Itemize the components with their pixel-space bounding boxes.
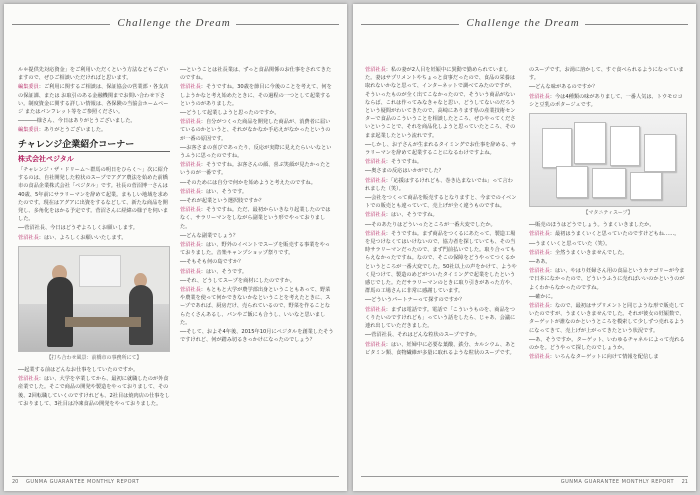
interview-paragraph: 菅沼社長：はい、野外のイベントでスープを販売する事業をやっておりました。音楽キャンプショップ祭りです。: [180, 242, 330, 257]
interview-paragraph: [18, 366, 170, 374]
paragraph-text: 「応援はするけれども、巻き込まないでね」って言われました（笑）。: [365, 177, 513, 192]
header-rule: [12, 24, 110, 25]
paragraph-text: はい、そうです。: [205, 188, 248, 195]
paragraph-text: そうですね。まず商品をつくるにあたって、製造工場を見つけなくてはいけないので、協力者を探していても、その当時サラリーマンだったので、まず門前払いでした。取り合ってもらえなかったですね。なので、そこの保障をどうやってつくるかというところが一番大変でした。50社以上の声をかけて、ようやく見つけて、製造のめどがついたタイミングで起業をしたという感じでした。ただサラリーマンのときに取り引きがあった方や、群馬の工場さんに非常に感謝しています。: [365, 230, 517, 295]
speaker-label: 菅沼社長: [529, 249, 550, 256]
speaker-label: 菅沼社長: [180, 207, 201, 214]
paragraph-text: ──そもそも何の島ですか？: [180, 259, 244, 266]
interview-paragraph: 菅沼社長：そうですね。まず商品をつくるにあたって、製造工場を見つけなくてはいけないので、協力者を探していても、その当時サラリーマンだったので、まず門前払いでした。取り合ってもらえなかったですね。なので、そこの保障をどうやってつくるかというところが一番大変でした。50社以上の声をかけて、ようやく見つけて、製造のめどがついたタイミングで起業をしたという感じでした。ただサラリーマンのときに取り引きがあった方や、群馬の工場さんに非常に感謝しています。: [365, 230, 517, 295]
paragraph-text: ──奥さまの反応はいかがでした？: [365, 168, 444, 175]
paragraph-text: そうですね。: [390, 159, 423, 166]
interview-paragraph: [180, 258, 335, 266]
paragraph-text: ──販売のほうはどうでしょう。うまくいきましたか。: [529, 222, 655, 229]
page-footer: [353, 476, 696, 486]
speaker-label: 菅沼社長: [180, 188, 201, 195]
section-title: チャレンジ企業紹介コーナー: [18, 141, 170, 152]
paragraph-text: はい、そうです。: [205, 268, 248, 275]
interview-paragraph: 菅沼社長：はい、よろしくお願いいたします。: [18, 234, 127, 241]
paragraph-text: ──菅沼社長、今日はどうぞよろしくお願いします。: [18, 225, 138, 232]
interview-paragraph: [529, 336, 687, 352]
speaker-label: 菅沼社長: [529, 303, 550, 310]
page-footer: [4, 476, 347, 486]
paragraph-text: ──どんな味があるのですか？: [529, 84, 598, 91]
interview-paragraph: [180, 328, 335, 344]
paragraph-text: ──菅沼社長、それはどんな粒状のスープですか。: [365, 332, 480, 339]
paragraph-text: そうですね。ただ、最初からいきなり起業したのではなく、サラリーマンをしながら副業という形でやっておりました。: [180, 207, 331, 230]
interview-paragraph: 菅沼社長：自分がつくった商品を開発した商品が、消費者に届いているのかというと、それがなかなか手応えがなかったというのが一番の原因です。: [180, 119, 331, 142]
paragraph-text: そうですね。お客さんの顔、喜ぶ笑顔が見たかったというのが一番です。: [180, 162, 331, 177]
paragraph-text: ──ということは社長業は、ずっと食品関係のお仕事をされてきたのですね。: [180, 67, 332, 82]
interview-paragraph: [529, 83, 687, 91]
interview-paragraph: [529, 221, 687, 229]
footer-brand: GUNMA GUARANTEE MONTHLY REPORT: [26, 479, 140, 485]
interview-paragraph: 菅沼社長：全然うまくいきませんでした。: [529, 249, 628, 256]
paragraph-text: ──どういうパートナーって探すのですか？: [365, 297, 465, 304]
interview-paragraph: 菅沼社長：そうですね。: [365, 159, 423, 166]
meeting-photo: [18, 246, 170, 352]
header-title: Challenge the Dream: [466, 17, 580, 29]
paragraph-text: はい、やはり妊婦さん用の食品というカテゴリーが今まで日本になかったので、どういうふうに売ればいいのかというのがよくわからなかったのですね。: [529, 268, 685, 291]
interview-paragraph: 菅沼社長：「応援はするけれども、巻き込まないでね」って言われました（笑）。: [365, 177, 513, 192]
speaker-label: 編集委員: [18, 84, 39, 91]
photo-caption: 【打ち合わせ風景：前橋市の事務所にて】: [46, 354, 142, 361]
paragraph-text: はい、そうですね。: [390, 212, 438, 219]
company-name: 株式会社ペジタル: [18, 154, 74, 163]
interview-paragraph: 菅沼社長：はい、大学を卒業してから、最初に就職したのが外食産業でした。そこで商品の開発や製造をやっておりまして、その後、2回転職していくのですけれども、2社目は焼肉店の仕事をしておりまして、3社目は冷凍食品の開発をやっておりました。: [18, 376, 170, 407]
interview-paragraph: [180, 232, 335, 240]
interview-paragraph: [18, 66, 170, 82]
interview-paragraph: 菅沼社長：まずは電話です。電話で「こういうものを、商品をつくりたいのですけれども」っていう話をしたら、じゃあ、会議に連れ出していただきました。: [365, 306, 516, 330]
paragraph-text: ──しかし、お子さんが生まれるタイミングでお仕事を辞める、サラリーマンを辞めて起業することになるわけですよね。: [365, 141, 517, 157]
paragraph-text: ──会社をつくって商品を販売するとなりますと、今までのイベントでの販売とも違っていて、売上げが全く違うものですね。: [365, 195, 517, 210]
paragraph-text: はい、妊婦中に必要な葉酸、鉄分、カルシウム、あとビタミン類、食物繊維が多量に取れるような粒状のスープです。: [365, 341, 516, 356]
left-page: [4, 4, 347, 491]
interview-paragraph: [365, 141, 517, 157]
interview-paragraph: 菅沼社長：はい、やはり妊婦さん用の食品というカテゴリーが今まで日本になかったので、どういうふうに売ればいいのかというのがよくわからなかったのですね。: [529, 268, 685, 291]
header-rule: [585, 24, 688, 25]
interview-paragraph: 菅沼社長：そうですね。ただ、最初からいきなり起業したのではなく、サラリーマンをしながら副業という形でやっておりました。: [180, 207, 331, 230]
paragraph-text: ──あ、そうですか。ターゲット、いわゆるチャネルによって売れるのかを。どうやって探したのでしょうか。: [529, 336, 685, 352]
speaker-label: 菅沼社長: [18, 234, 39, 241]
interview-paragraph: [365, 221, 517, 229]
right-column-2: [529, 66, 687, 362]
speaker-label: 菅沼社長: [180, 119, 201, 126]
page-number: 20: [12, 479, 19, 485]
speaker-label: 菅沼社長: [180, 84, 201, 91]
paragraph-text: まずは電話です。電話で「こういうものを、商品をつくりたいのですけれども」っていう話をしたら、じゃあ、会議に連れ出していただきました。: [365, 306, 516, 330]
left-column-2: [180, 66, 335, 346]
speaker-label: 編集委員: [18, 127, 39, 134]
header-rule: [236, 24, 339, 25]
paragraph-text: はい、大学を卒業してから、最初に就職したのが外食産業でした。そこで商品の開発や製造をやっておりまして、その後、2回転職していくのですけれども、2社目は焼肉店の仕事をしておりまして、3社目は冷凍食品の開発をやっておりました。: [18, 376, 170, 407]
interview-paragraph: [529, 66, 687, 82]
speaker-label: 菅沼社長: [180, 268, 201, 275]
paragraph-text: ──そして、およそ4年後、2015年10月にペジタルを創業したそうですけれど、何が踏み切るきっかけになったのでしょう？: [180, 329, 334, 344]
photo-caption: 【マタニティスープ】: [583, 210, 633, 217]
interview-paragraph: 菅沼社長：いろんなターゲットに向けて情報を配信しま: [529, 354, 659, 361]
paragraph-text: はい、野外のイベントでスープを販売する事業をやっておりました。音楽キャンプショップ祭りです。: [180, 242, 330, 257]
paragraph-text: ──起業する前はどんなお仕事をしていたのですか。: [18, 367, 139, 374]
paragraph-text: ──どんな副業でしょう？: [180, 232, 239, 239]
speaker-label: 菅沼社長: [529, 268, 550, 275]
interview-paragraph: 菅沼社長：もともと大学が農学部出身ということもあって、野菜や農業を使って何かできないかなということを考えたときに、スープであれば、厨房だけ、売られているので、野菜を作ることならたくさんあるし、パンやご飯にも合うし、いいなと思いました。: [180, 287, 331, 326]
interview-paragraph: 菅沼社長：そうですね。お客さんの顔、喜ぶ笑顔が見たかったというのが一番です。: [180, 162, 331, 177]
page-header: [4, 14, 347, 34]
right-column-1: [365, 66, 517, 358]
paragraph-text: ──それ、どうしてスープを商材にしたのですか。: [180, 277, 295, 284]
speaker-label: 菅沼社長: [365, 177, 386, 184]
speaker-label: 菅沼社長: [180, 162, 201, 169]
paragraph-text: ──お客さまの喜びであったり、反応が実際に見えたらいいなというふうに思ったのですね。: [180, 144, 332, 160]
intro-paragraph: 「チャレンジ・ザ・ドリーム～群馬の明日をひらく～」次に紹介するのは、自社開発した粒状のスープでアグア農法を始めた前橋市の食品企業株式会社「ペジタル」です。社長の菅沼博一さんは40歳、5年前にサラリーマンを辞めて起業。まもしい地域を求めたのです。現在はアグアに出資をするなどして、新たな商品を開発し、多角化をはかる予定です。菅沼さんに経緯の様子を伺いました。: [18, 167, 169, 223]
interview-paragraph: [180, 66, 335, 82]
soup-products-photo: [529, 113, 687, 207]
paragraph-text: ──うまくいくと思っていた（笑）。: [529, 240, 611, 247]
interview-paragraph: [180, 144, 335, 160]
paragraph-text: 私の妻が2人目を妊娠中に異動で勤められていました。妻はサプリメントやちょっと食事だったので、食品の栄養は取れないかなと思って、インターネットで調べてみたのですが、そういったものが全く出てこなかったので、そういう商品がないならば、これは作ってみなきゃなと思い、どうしてないのだろうという疑問がわいてきたので、高崎にあります県の産業技術センターで食品のこういうことを相談したところ、ぜひやってくださいということで、それを商品化しようと思っていたところ、そのまま起業したという流れです。: [365, 67, 516, 139]
paragraph-text: いろんなターゲットに向けて情報を配信しま: [554, 354, 659, 361]
interview-paragraph: 編集委員：ご利用に関するご相談は、保証協会の営業部・各支店の保証課、または お取引のある金融機関までお問い合わせ下さい。制度資金に関する詳しい情報は、各保険の当協会ホームページ またはパンフレット等をご参照ください。: [18, 84, 169, 116]
interview-paragraph: [365, 331, 517, 339]
interview-paragraph: [180, 197, 335, 205]
interview-paragraph: [180, 277, 335, 285]
speaker-label: 菅沼社長: [180, 287, 201, 294]
interview-paragraph: 菅沼社長：そうですね。30歳を節目に今後のことを考えて、何をしようかなと考え始めたときに、その過程の一つとして起業するというのがありました。: [180, 84, 332, 107]
speaker-label: 菅沼社長: [365, 230, 386, 237]
header-rule: [361, 24, 459, 25]
interview-paragraph: 菅沼社長：なので、最初はサプリメントと同じような形で販売していたのですが、うまくいきませんでした。それが彼女の妊娠数で、ターゲットが誰なのかというところを模索して少しずつ売れるようになってきて、売上げが上がってきたという状況です。: [529, 303, 685, 334]
speaker-label: 菅沼社長: [365, 67, 386, 73]
footer-brand: GUNMA GUARANTEE MONTHLY REPORT: [560, 479, 674, 485]
interview-paragraph: [18, 224, 170, 232]
paragraph-text: ル＊提供先対応資金」をご利用いただくという方法などもございますので、ぜひご相談いただければと思います。: [18, 67, 169, 82]
interview-paragraph: 菅沼社長：今は4種類の味がありまして、一番人気は、トウモロコシと豆乳のポタージュです。: [529, 93, 683, 108]
interview-paragraph: 菅沼社長：最初はうまくいくと思っていたのですけどもね……。: [529, 231, 680, 238]
paragraph-text: なので、最初はサプリメントと同じような形で販売していたのですが、うまくいきませんでした。それが彼女の妊娠数で、ターゲットが誰なのかというところを模索して少しずつ売れるようになってきて、売上げが上がってきたという状況です。: [529, 303, 685, 334]
speaker-label: 菅沼社長: [18, 376, 39, 383]
paragraph-text: はい、よろしくお願いいたします。: [43, 234, 127, 241]
page-number: 21: [681, 479, 688, 485]
interview-paragraph: [529, 293, 687, 301]
interview-paragraph: [529, 240, 687, 248]
paragraph-text: ご利用に関するご相談は、保証協会の営業部・各支店の保証課、または お取引のある金融機関までお問い合わせ下さい。制度資金に関する詳しい情報は、各保険の当協会ホームページ またはパンフレット等をご参照ください。: [18, 84, 169, 116]
paragraph-text: のスープです。お湯に溶かして、すぐ食べられるようになっています。: [529, 67, 684, 82]
interview-paragraph: [365, 167, 517, 175]
paragraph-text: 今は4種類の味がありまして、一番人気は、トウモロコシと豆乳のポタージュです。: [529, 93, 683, 108]
interview-paragraph: 菅沼社長：はい、そうです。: [180, 188, 248, 195]
speaker-label: 菅沼社長: [365, 306, 386, 313]
right-page: [353, 4, 696, 491]
speaker-label: 菅沼社長: [365, 159, 386, 166]
interview-paragraph: 菅沼社長：はい、そうですね。: [365, 212, 438, 219]
interview-paragraph: 編集委員：ありがとうございました。: [18, 127, 107, 134]
paragraph-text: ──どうして起業しようと思ったのですか。: [180, 110, 280, 117]
speaker-label: 菅沼社長: [529, 354, 550, 361]
interview-paragraph: [365, 296, 517, 304]
speaker-label: 菅沼社長: [365, 341, 386, 348]
speaker-label: 菅沼社長: [180, 242, 201, 249]
paragraph-text: ──ああ。: [529, 259, 551, 266]
interview-paragraph: 菅沼社長：はい、妊婦中に必要な葉酸、鉄分、カルシウム、あとビタミン類、食物繊維が多量に取れるような粒状のスープです。: [365, 341, 516, 356]
interview-paragraph: [18, 117, 170, 125]
paragraph-text: ──そのあたりはどういったところが一番大変でしたか。: [365, 221, 496, 228]
interview-paragraph: 菅沼社長：私の妻が2人目を妊娠中に異動で勤められていました。妻はサプリメントやちょっと食事だったので、食品の栄養は取れないかなと思って、インターネットで調べてみたのですが、そういったものが全く出てこなかったので、そういう商品がないならば、これは作ってみなきゃなと思い、どうしてないのだろうという疑問がわいてきたので、高崎にあります県の産業技術センターで食品のこういうことを相談したところ、ぜひやってくださいということで、それを商品化しようと思っていたところ、そのまま起業したという流れです。: [365, 67, 516, 139]
page-header: [353, 14, 696, 34]
paragraph-text: そうですね。30歳を節目に今後のことを考えて、何をしようかなと考え始めたときに、その過程の一つとして起業するというのがありました。: [180, 84, 332, 107]
speaker-label: 菅沼社長: [529, 93, 550, 100]
interview-paragraph: 菅沼社長：はい、そうです。: [180, 268, 248, 275]
speaker-label: 菅沼社長: [529, 231, 550, 238]
paragraph-text: 最初はうまくいくと思っていたのですけどもね……。: [554, 231, 680, 238]
interview-paragraph: [180, 109, 335, 117]
interview-paragraph: [180, 179, 335, 187]
paragraph-text: ──確かに。: [529, 293, 556, 300]
interview-paragraph: [529, 258, 687, 266]
paragraph-text: ──それが起業という選択肢ですか？: [180, 198, 265, 205]
paragraph-text: 自分がつくった商品を開発した商品が、消費者に届いているのかというと、それがなかなか手応えがなかったというのが一番の原因です。: [180, 119, 331, 142]
paragraph-text: ──────様さん、今日はありがとうございました。: [18, 118, 136, 125]
left-column-1: [18, 66, 170, 409]
header-title: Challenge the Dream: [117, 17, 231, 29]
paragraph-text: ──そのためには自分で何かを始めようと考えたのですね。: [180, 179, 316, 186]
speaker-label: 菅沼社長: [365, 212, 386, 219]
paragraph-text: 全然うまくいきませんでした。: [554, 249, 628, 256]
interview-paragraph: [365, 194, 517, 210]
paragraph-text: ありがとうございました。: [43, 127, 107, 134]
paragraph-text: もともと大学が農学部出身ということもあって、野菜や農業を使って何かできないかなということを考えたときに、スープであれば、厨房だけ、売られているので、野菜を作ることならたくさんあるし、パンやご飯にも合うし、いいなと思いました。: [180, 287, 331, 326]
